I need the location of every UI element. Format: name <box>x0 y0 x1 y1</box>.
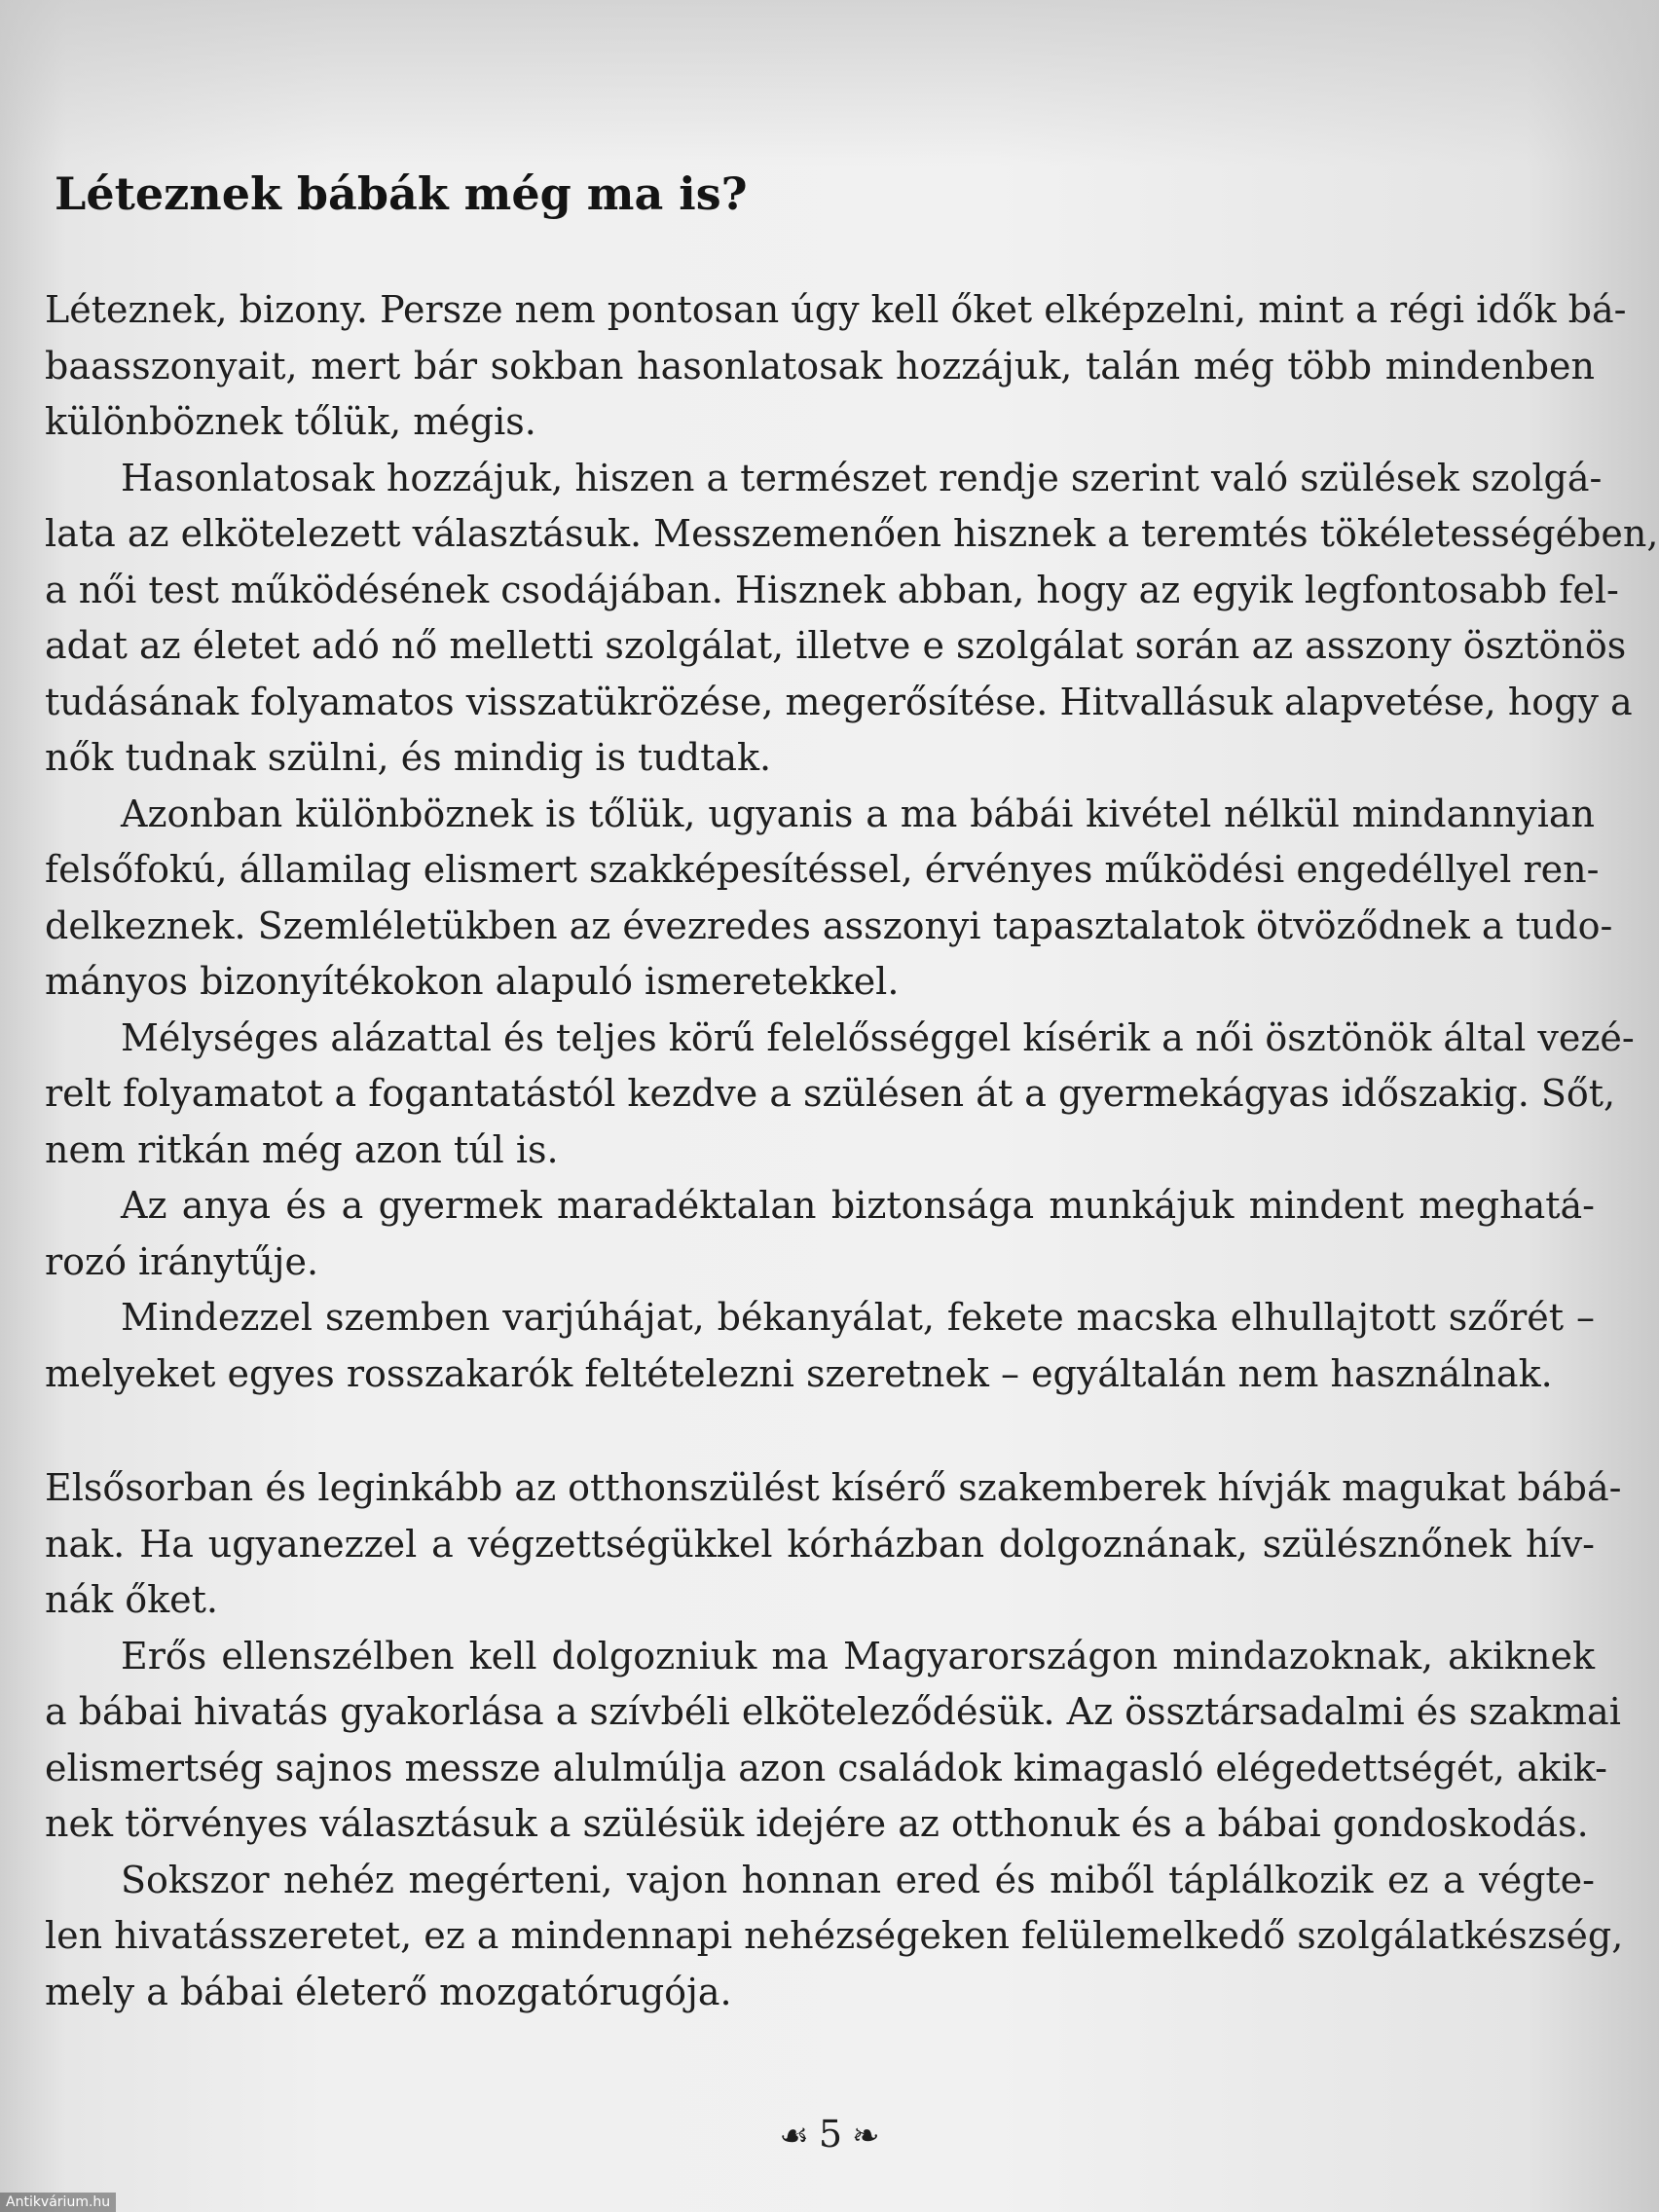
text-line: Léteznek, bizony. Persze nem pontosan úgy kell őket elképzelni, mint a régi idők bá- <box>45 288 1627 331</box>
text-line: a női test működésének csodájában. Hisznek abban, hogy az egyik legfontosabb fel- <box>45 568 1619 611</box>
page-title: Léteznek bábák még ma is? <box>55 167 748 220</box>
text-line: nek törvényes választásuk a szülésük idejére az otthonuk és a bábai gondoskodás. <box>45 1802 1589 1845</box>
text-line: len hivatásszeretet, ez a mindennapi nehézségeken felülemelkedő szolgálatkészség, <box>45 1914 1624 1957</box>
text-line: Sokszor nehéz megérteni, vajon honnan ered és miből táplálkozik ez a végte- <box>121 1858 1595 1901</box>
ornament-left-icon: ☙ <box>779 2117 809 2156</box>
text-line: Erős ellenszélben kell dolgozniuk ma Magyarországon mindazoknak, akiknek <box>121 1634 1595 1677</box>
text-line: nem ritkán még azon túl is. <box>45 1127 559 1171</box>
text-line: Mindezzel szemben varjúhájat, békanyálat, fekete macska elhullajtott szőrét – <box>121 1296 1595 1339</box>
text-line: Hasonlatosak hozzájuk, hiszen a természet rendje szerint való szülések szolgá- <box>121 456 1603 499</box>
text-block-1 <box>45 282 1659 1402</box>
text-line: rozó iránytűje. <box>45 1239 319 1283</box>
text-line: relt folyamatot a fogantatástól kezdve a szülésen át a gyermekágyas időszakig. Sőt, <box>45 1072 1616 1115</box>
text-line: tudásának folyamatos visszatükrözése, megerősítése. Hitvallásuk alapvetése, hogy a <box>45 680 1633 723</box>
text-line: Mélységes alázattal és teljes körű felelősséggel kísérik a női ösztönök által vezé- <box>121 1015 1635 1059</box>
text-line: baasszonyait, mert bár sokban hasonlatosak hozzájuk, talán még több mindenben <box>45 344 1595 387</box>
text-line: Elsősorban és leginkább az otthonszülést kísérő szakemberek hívják magukat bábá- <box>45 1466 1622 1509</box>
text-line: lata az elkötelezett választásuk. Messzemenően hisznek a teremtés tökéletességében, <box>45 512 1659 555</box>
text-line: Az anya és a gyermek maradéktalan biztonsága munkájuk mindent meghatá- <box>121 1184 1595 1227</box>
text-line: a bábai hivatás gyakorlása a szívbéli elköteleződésük. Az össztársadalmi és szakmai <box>45 1690 1621 1733</box>
text-line: különböznek tőlük, mégis. <box>45 400 536 443</box>
text-line: adat az életet adó nő melletti szolgálat, illetve e szolgálat során az asszony ösztönös <box>45 624 1627 667</box>
watermark: Antikvárium.hu <box>0 2193 116 2212</box>
text-line: mely a bábai életerő mozgatórugója. <box>45 1970 732 2013</box>
text-line: elismertség sajnos messze alulmúlja azon családok kimagasló elégedettségét, akik- <box>45 1746 1607 1789</box>
text-block-2 <box>45 1460 1624 2020</box>
text-line: melyeket egyes rosszakarók feltételezni szeretnek – egyáltalán nem használnak. <box>45 1351 1553 1395</box>
text-line: delkeznek. Szemléletükben az évezredes asszonyi tapasztalatok ötvöződnek a tudo- <box>45 903 1613 947</box>
text-line: mányos bizonyítékokon alapuló ismeretekkel. <box>45 960 900 1003</box>
text-line: Azonban különböznek is tőlük, ugyanis a ma bábái kivétel nélkül mindannyian <box>121 792 1595 835</box>
text-line: nák őket. <box>45 1578 218 1621</box>
text-line: nak. Ha ugyanezzel a végzettségükkel kórházban dolgoznának, szülésznőnek hív- <box>45 1522 1595 1566</box>
ornament-right-icon: ❧ <box>852 2117 880 2156</box>
text-line: nők tudnak szülni, és mindig is tudtak. <box>45 736 772 779</box>
page-number: 5 <box>818 2113 843 2156</box>
text-line: felsőfokú, államilag elismert szakképesítéssel, érvényes működési engedéllyel ren- <box>45 848 1600 891</box>
page-footer <box>0 2113 1659 2156</box>
